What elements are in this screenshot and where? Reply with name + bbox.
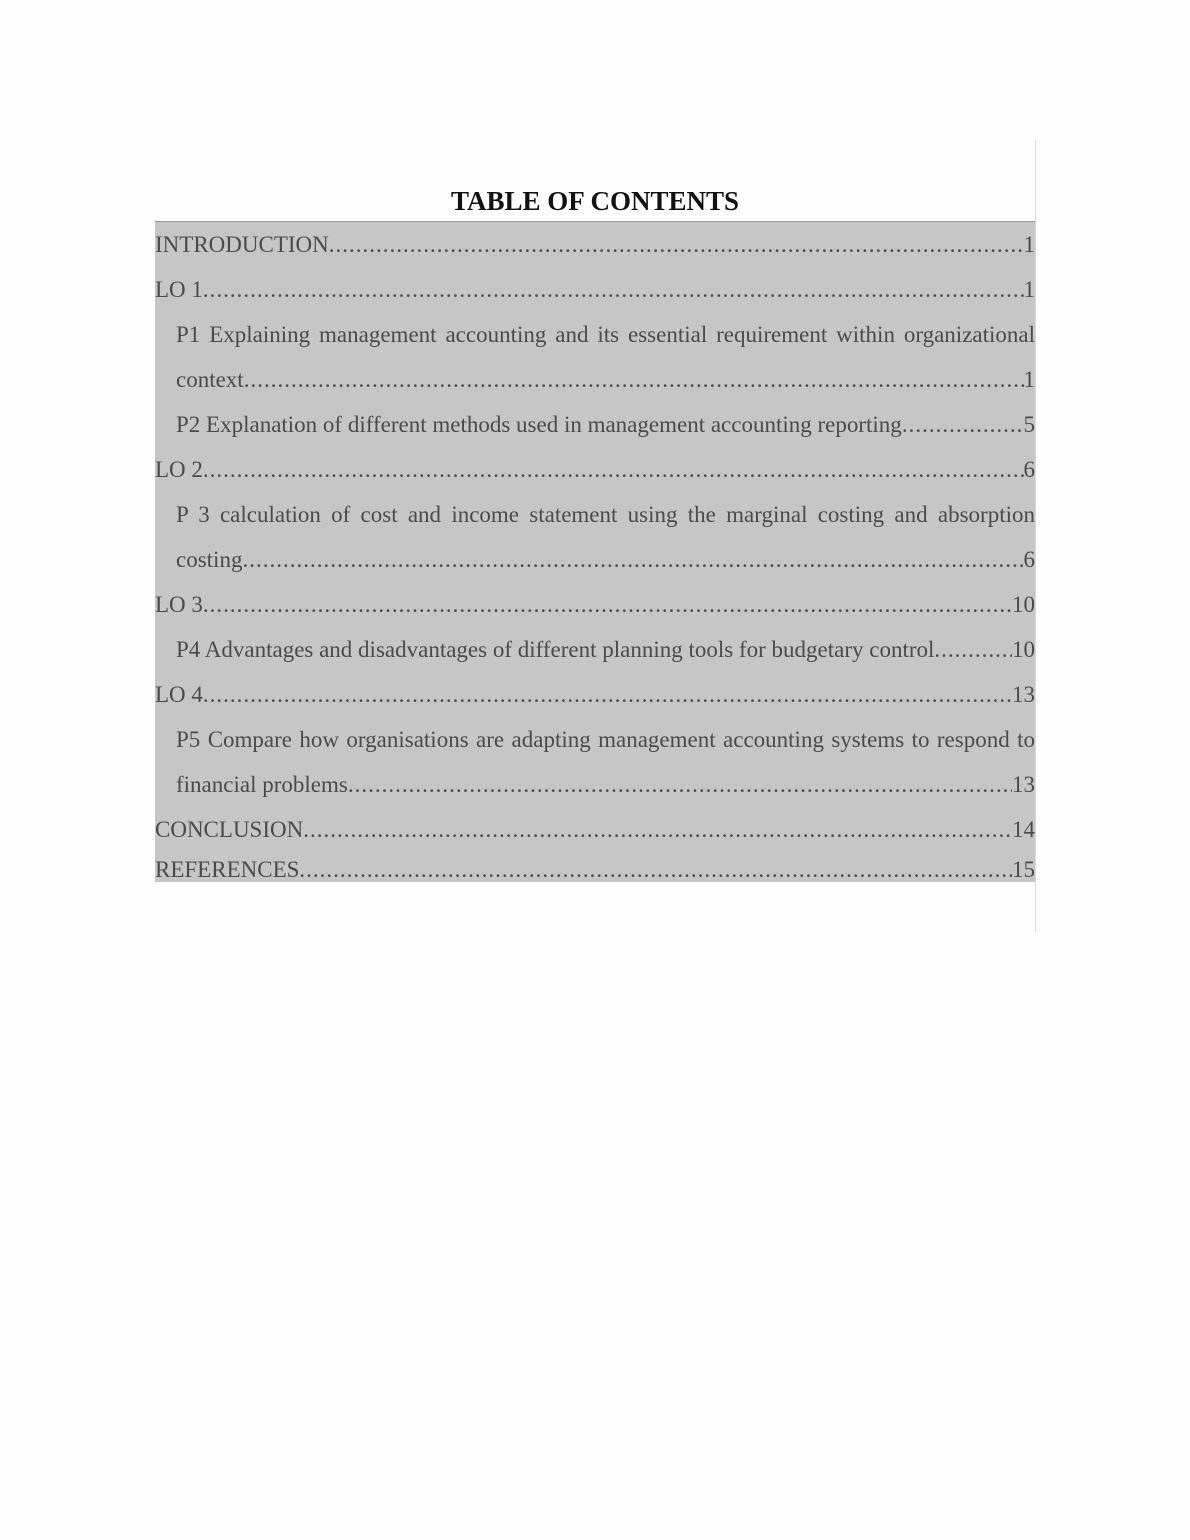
dot-leader bbox=[242, 537, 1023, 582]
page-margin-line bbox=[1035, 140, 1036, 932]
toc-page-number: 1 bbox=[1023, 277, 1035, 302]
toc-entry-label-continued: financial problems bbox=[176, 772, 348, 797]
toc-entry-p3[interactable] bbox=[155, 492, 1035, 582]
toc-page-number: 1 bbox=[1023, 232, 1035, 257]
toc-entry-label: P 3 calculation of cost and income statement using the marginal costing and absorption bbox=[176, 502, 1035, 527]
toc-entry-label-continued: costing bbox=[176, 547, 243, 572]
toc-page-number: 15 bbox=[1012, 857, 1035, 882]
toc-entry-p1[interactable] bbox=[155, 312, 1035, 402]
toc-page-number: 10 bbox=[1012, 637, 1035, 662]
toc-entry-lo1[interactable] bbox=[155, 267, 1035, 312]
toc-page-number: 13 bbox=[1012, 772, 1035, 797]
dot-leader bbox=[303, 807, 1012, 852]
toc-entry-p2[interactable] bbox=[155, 402, 1035, 447]
toc-entry-references[interactable] bbox=[155, 847, 1035, 892]
dot-leader bbox=[203, 447, 1024, 492]
toc-entry-label: INTRODUCTION bbox=[155, 232, 329, 257]
dot-leader bbox=[902, 402, 1024, 447]
toc-page-number: 5 bbox=[1023, 412, 1035, 437]
toc-entry-label: LO 2 bbox=[155, 457, 203, 482]
toc-entry-label: LO 1 bbox=[155, 277, 203, 302]
toc-page-number: 14 bbox=[1012, 817, 1035, 842]
dot-leader bbox=[329, 222, 1024, 267]
table-of-contents bbox=[155, 222, 1035, 882]
toc-entry-label-continued: context bbox=[176, 367, 244, 392]
toc-title: TABLE OF CONTENTS bbox=[450, 186, 740, 216]
toc-entry-introduction[interactable] bbox=[155, 222, 1035, 267]
dot-leader bbox=[299, 847, 1012, 892]
toc-entry-label: P2 Explanation of different methods used in management accounting reporting bbox=[176, 412, 902, 437]
dot-leader bbox=[203, 582, 1012, 627]
toc-entry-p4[interactable] bbox=[155, 627, 1035, 672]
toc-entry-label: CONCLUSION bbox=[155, 817, 304, 842]
toc-entry-lo4[interactable] bbox=[155, 672, 1035, 717]
dot-leader bbox=[348, 762, 1012, 807]
toc-entry-label: P4 Advantages and disadvantages of different planning tools for budgetary control bbox=[176, 637, 935, 662]
dot-leader bbox=[203, 267, 1024, 312]
toc-page-number: 10 bbox=[1012, 592, 1035, 617]
dot-leader bbox=[203, 672, 1012, 717]
toc-entry-lo3[interactable] bbox=[155, 582, 1035, 627]
toc-page-number: 6 bbox=[1023, 547, 1035, 572]
toc-page-number: 1 bbox=[1023, 367, 1035, 392]
dot-leader bbox=[934, 627, 1012, 672]
toc-entry-label: P5 Compare how organisations are adapting management accounting systems to respond to bbox=[176, 727, 1035, 752]
toc-entry-label: P1 Explaining management accounting and its essential requirement within organizational bbox=[176, 322, 1035, 347]
toc-entry-label: LO 4 bbox=[155, 682, 203, 707]
toc-entry-conclusion[interactable] bbox=[155, 807, 1035, 852]
toc-page-number: 6 bbox=[1023, 457, 1035, 482]
toc-entry-label: LO 3 bbox=[155, 592, 203, 617]
dot-leader bbox=[244, 357, 1024, 402]
toc-entry-lo2[interactable] bbox=[155, 447, 1035, 492]
toc-page-number: 13 bbox=[1012, 682, 1035, 707]
toc-entry-label: REFERENCES bbox=[155, 857, 300, 882]
toc-entry-p5[interactable] bbox=[155, 717, 1035, 807]
